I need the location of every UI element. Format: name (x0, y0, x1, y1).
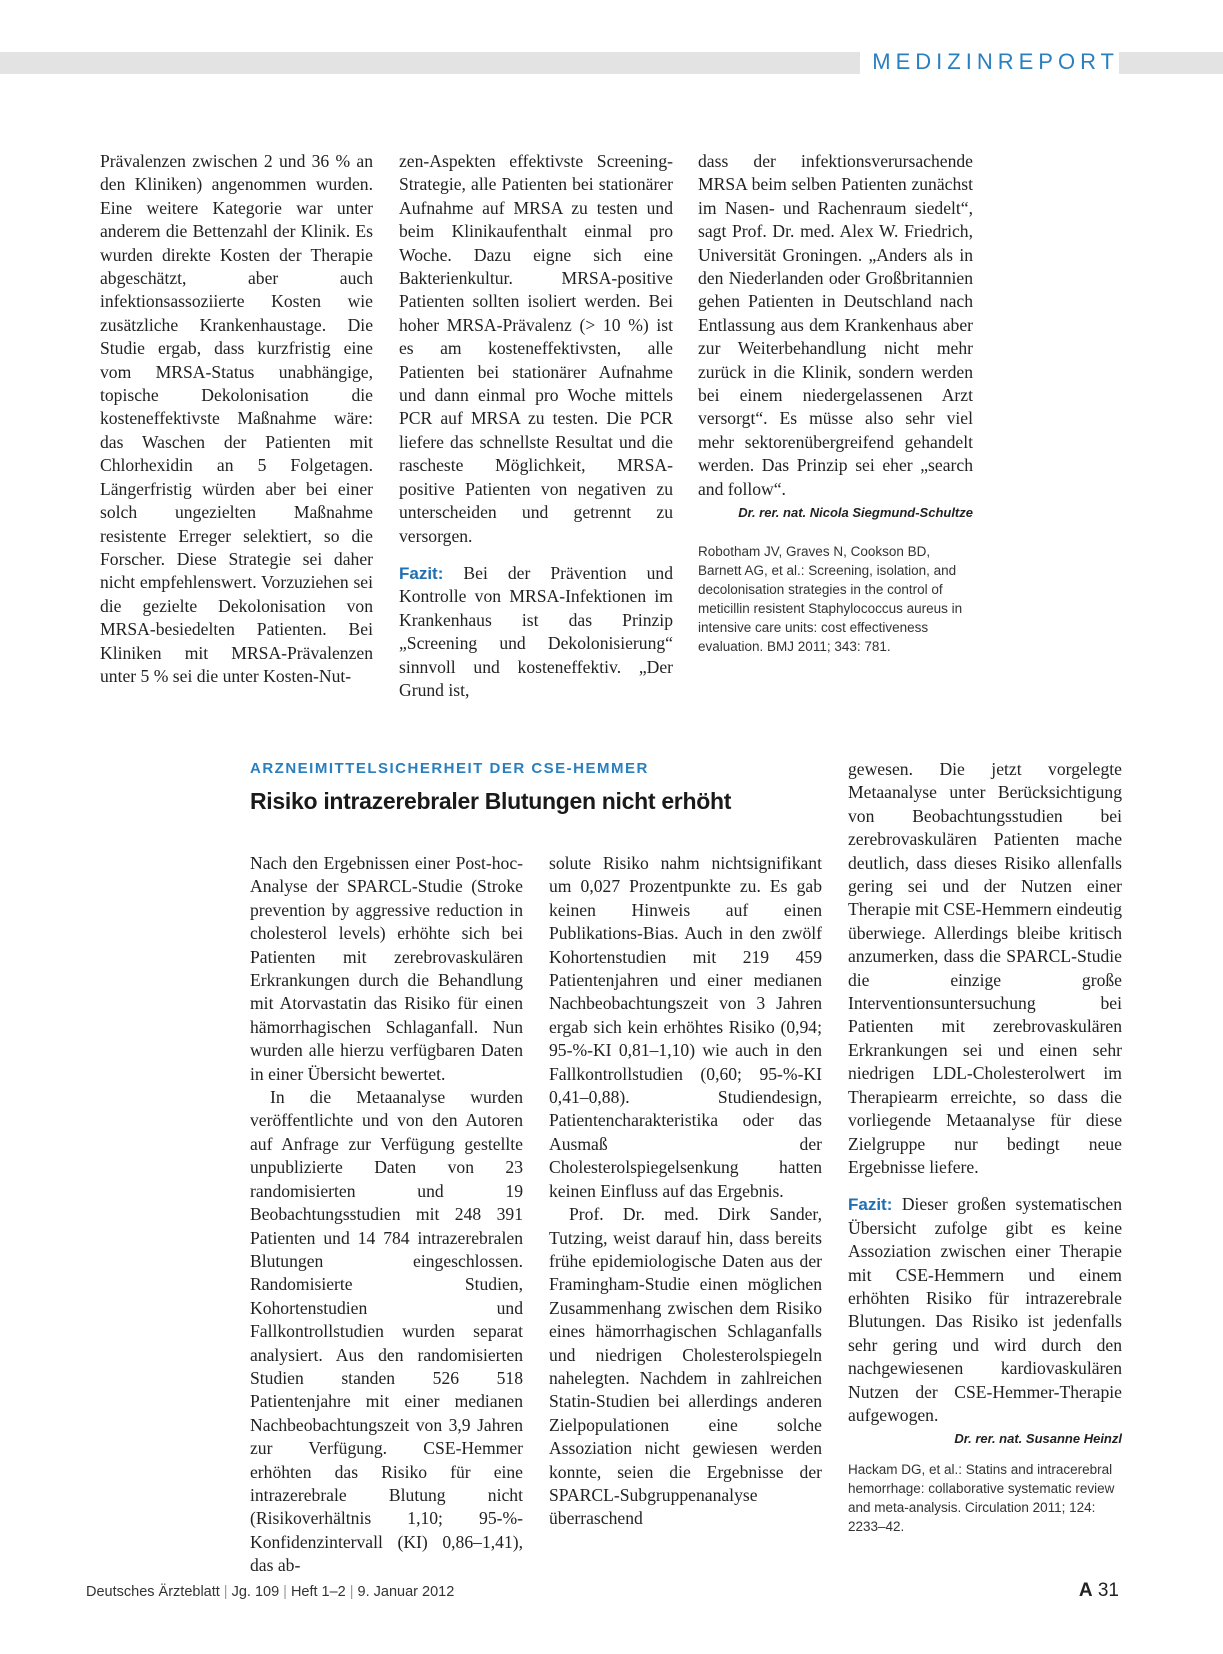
reference: Hackam DG, et al.: Statins and intracerebral hemorrhage: collaborative systematic review and meta-analysis. Circulation 2011; 124: 2233–42. (848, 1462, 1115, 1535)
paragraph: solute Risiko nahm nichtsignifikant um 0,027 Prozentpunkte zu. Es gab keinen Hinweis auf einen Publikations-Bias. Auch in den zwölf Kohortenstudien mit 219 459 Patientenjahren und einer medianen Nachbeobachtungszeit von 3 Jahren ergab sich kein erhöhtes Risiko (0,94; 95-%-KI 0,81–1,10) wie auch in den Fallkontrollstudien (0,60; 95-%-KI 0,41–0,88). Studiendesign, Patientencharakteristika oder das Ausmaß der Cholesterolspiegelsenkung hatten keinen Einfluss auf das Ergebnis. (549, 853, 822, 1201)
bottom-article-column-1 (250, 852, 523, 1578)
section-label: MEDIZINREPORT (860, 50, 1119, 74)
fazit-text: Dieser großen systematischen Übersicht zufolge gibt es keine Assoziation zwischen einer Therapie mit CSE-Hemmern und einem erhöhten Risiko für intrazerebrale Blutungen. Das Risiko ist jedenfalls sehr gering und wird durch den nachgewiesenen kardiovaskulären Nutzen der CSE-Hemmer-Therapie aufgewogen. (848, 1194, 1122, 1425)
author-byline: Dr. rer. nat. Nicola Siegmund-Schultze (738, 505, 973, 521)
paragraph: Prof. Dr. med. Dirk Sander, Tutzing, weist darauf hin, dass bereits frühe epidemiologische Daten aus der Framingham-Studie einen möglichen Zusammenhang zwischen dem Risiko eines hämorrhagischen Schlaganfalls und niedrigen Cholesterolspiegeln nahelegten. Nachdem in zahlreichen Statin-Studien bei allerdings anderen Zielpopulationen eine solche Assoziation nicht gewiesen werden konnte, seien die Ergebnisse der SPARCL-Subgruppenanalyse überraschend (549, 1204, 822, 1529)
author-byline: Dr. rer. nat. Susanne Heinzl (954, 1431, 1122, 1447)
article-kicker: ARZNEIMITTELSICHERHEIT DER CSE-HEMMER (250, 760, 649, 777)
volume: Jg. 109 (231, 1584, 280, 1600)
journal-name: Deutsches Ärzteblatt (86, 1584, 220, 1600)
paragraph: dass der infektionsverursachende MRSA beim selben Patienten zunächst im Nasen- und Rachenraum siedelt“, sagt Prof. Dr. med. Alex W. Friedrich, Universität Groningen. „Anders als in den Niederlanden oder Großbritannien gehen Patienten in Deutschland nach Entlassung aus dem Krankenhaus aber zur Weiterbehandlung nicht mehr zurück in die Klinik, sondern werden bei einem niedergelassenen Arzt versorgt“. Es müsse also sehr viel mehr sektorenübergreifend gehandelt werden. Das Prinzip sei eher „search and follow“. (698, 151, 973, 499)
reference: Robotham JV, Graves N, Cookson BD, Barnett AG, et al.: Screening, isolation, and decolonisation strategies in the control of meticillin resistent Staphylococcus aureus in intensive care units: cost effectiveness evaluation. BMJ 2011; 343: 781. (698, 544, 963, 655)
page-number-value: 31 (1097, 1580, 1119, 1601)
fazit-label: Fazit: (399, 563, 444, 583)
paragraph: gewesen. Die jetzt vorgelegte Metaanalyse unter Berücksichtigung von Beobachtungsstudien bei zerebrovaskulären Patienten mache deutlich, dass dieses Risiko allenfalls gering sei und der Nutzen einer Therapie mit CSE-Hemmern eindeutig überwiege. Allerdings bleibe kritisch anzumerken, dass die SPARCL-Studie die einzige große Interventionsuntersuchung bei Patienten mit zerebrovaskulären Erkrankungen sei und einen sehr niedrigen LDL-Cholesterolwert im Therapiearm erreichte, so dass die vorliegende Metaanalyse für diese Zielgruppe nur bedingt neue Ergebnisse liefere. (848, 759, 1122, 1177)
fazit-label: Fazit: (848, 1195, 893, 1215)
top-article-column-1 (100, 150, 373, 688)
issue: Heft 1–2 (290, 1584, 346, 1600)
bottom-article-column-2 (549, 852, 822, 1531)
top-article-column-2 (399, 150, 673, 702)
fazit-paragraph (848, 1193, 1122, 1427)
paragraph: Nach den Ergebnissen einer Post-hoc-Analyse der SPARCL-Studie (Stroke prevention by aggressive reduction in cholesterol levels) erhöhte sich bei Patienten mit zerebrovaskulären Erkrankungen durch die Behandlung mit Atorvastatin das Risiko für einen hämorrhagischen Schlaganfall. Nun wurden alle hierzu verfügbaren Daten in einer Übersicht bewertet. (250, 853, 523, 1084)
bottom-article-column-3 (848, 758, 1122, 1536)
paragraph: Prävalenzen zwischen 2 und 36 % an den Kliniken) angenommen wurden. Eine weitere Kategorie war unter anderem die Bettenzahl der Klinik. Es wurden direkte Kosten der Therapie abgeschätzt, aber auch infektionsassoziierte Kosten wie zusätzliche Krankenhaustage. Die Studie ergab, dass kurzfristig eine vom MRSA-Status unabhängige, topische Dekolonisation die kosteneffektivste Maßnahme wäre: das Waschen der Patienten mit Chlorhexidin an 5 Folgetagen. Längerfristig würden aber bei einer solch ungezielten Maßnahme resistente Erreger selektiert, so die Forscher. Diese Strategie sei daher nicht empfehlenswert. Vorzuziehen sei die gezielte Dekolonisation von MRSA-besiedelten Patienten. Bei Kliniken mit MRSA-Prävalenzen unter 5 % sei die unter Kosten-Nut- (100, 151, 373, 686)
footer: Deutsches Ärzteblatt | Jg. 109 | Heft 1–2 | 9. Januar 2012 (86, 1584, 455, 1600)
fazit-text: Bei der Prävention und Kontrolle von MRSA-Infektionen im Krankenhaus ist das Prinzip „Screening und Dekolonisierung“ sinnvoll und kosteneffektiv. „Der Grund ist, (399, 562, 673, 700)
page-prefix: A (1078, 1580, 1093, 1601)
fazit-paragraph (399, 562, 673, 702)
date: 9. Januar 2012 (357, 1584, 455, 1600)
article-headline: Risiko intrazerebraler Blutungen nicht erhöht (250, 788, 732, 814)
paragraph: zen-Aspekten effektivste Screening-Strategie, alle Patienten bei stationärer Aufnahme auf MRSA zu testen und beim Klinikaufenthalt einmal pro Woche. Dazu eigne sich eine Bakterienkultur. MRSA-positive Patienten sollten isoliert werden. Bei hoher MRSA-Prävalenz (> 10 %) ist es am kosteneffektivsten, alle Patienten bei stationärer Aufnahme und dann einmal pro Woche mittels PCR auf MRSA zu testen. Die PCR liefere das schnellste Resultat und die rascheste Möglichkeit, MRSA-positive Patienten von negativen zu unterscheiden und getrennt zu versorgen. (399, 151, 673, 546)
page-number (1079, 1580, 1119, 1602)
paragraph: In die Metaanalyse wurden veröffentlichte und von den Autoren auf Anfrage zur Verfügung gestellte unpublizierte Daten von 23 randomisierten und 19 Beobachtungsstudien mit 248 391 Patienten und 14 784 intrazerebralen Blutungen eingeschlossen. Randomisierte Studien, Kohortenstudien und Fallkontrollstudien wurden separat analysiert. Aus den randomisierten Studien standen 526 518 Patientenjahre mit einer medianen Nachbeobachtungszeit von 3,9 Jahren zur Verfügung. CSE-Hemmer erhöhten das Risiko für eine intrazerebrale Blutung nicht (Risikoverhältnis 1,10; 95-%-Konfidenzintervall (KI) 0,86–1,41), das ab- (250, 1087, 523, 1576)
top-article-column-3 (698, 150, 973, 656)
